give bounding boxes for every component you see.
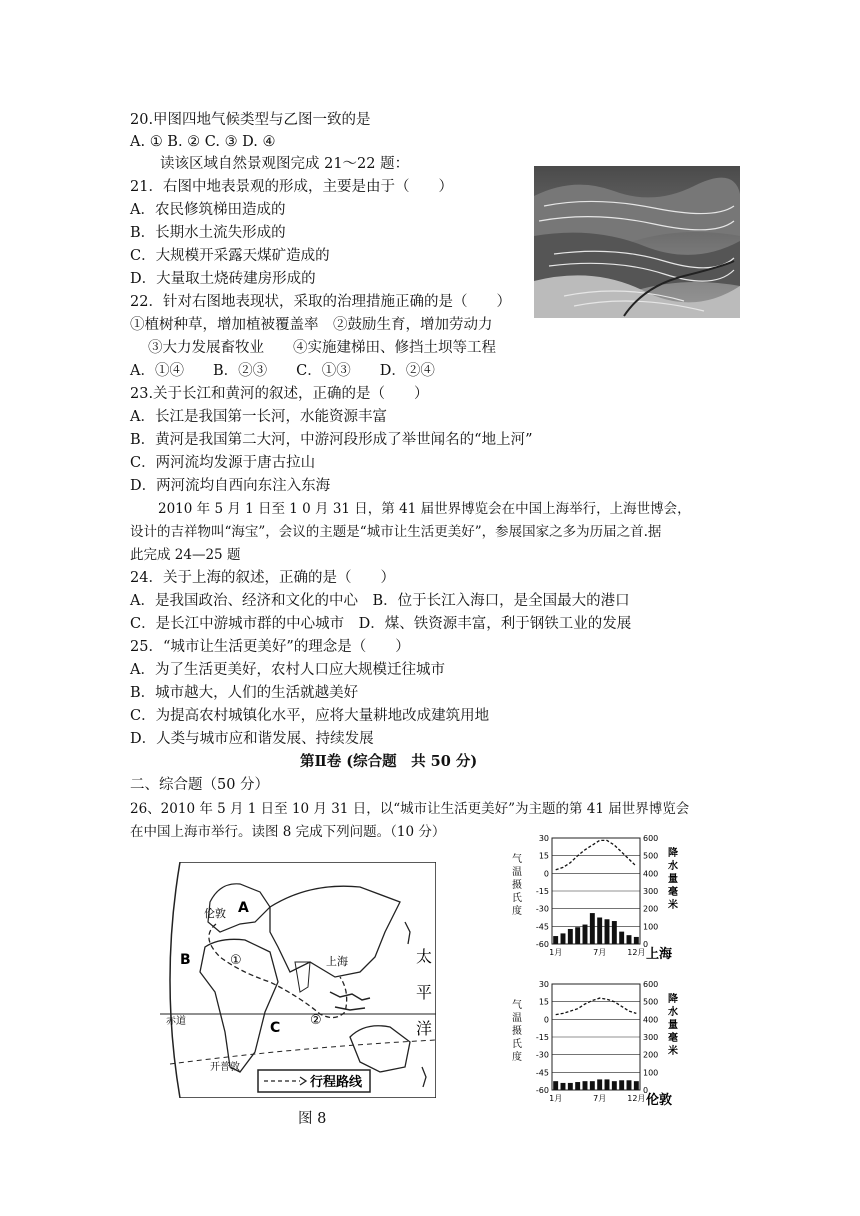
precip-bar — [605, 1079, 610, 1090]
precip-bar — [583, 925, 588, 944]
q23-option-c: C．两河流均发源于唐古拉山 — [130, 455, 316, 471]
intro-24-25-line2: 设计的吉祥物叫“海宝”，会议的主题是“城市让生活更美好”，参展国家之多为历届之首.据 — [130, 524, 662, 540]
q26-line2: 在中国上海市举行。读图 8 完成下列问题。（10 分） — [130, 824, 446, 840]
right-tick-label: 100 — [643, 922, 659, 932]
left-tick-label: 15 — [538, 997, 549, 1007]
left-axis-char: 温 — [512, 1013, 522, 1024]
right-axis-char: 米 — [668, 1046, 678, 1057]
precip-bar — [590, 1081, 595, 1090]
left-tick-label: -15 — [535, 887, 549, 896]
precip-bar — [612, 1081, 617, 1090]
left-axis-char: 摄 — [512, 880, 522, 891]
left-axis-char: 度 — [512, 906, 522, 917]
left-tick-label: 15 — [538, 851, 549, 861]
right-tick-label: 400 — [643, 869, 659, 879]
map-label-a: A — [238, 900, 249, 916]
precip-bar — [597, 1079, 602, 1090]
q25-option-a: A．为了生活更美好，农村人口应大规模迁往城市 — [130, 662, 445, 678]
left-tick-label: -30 — [535, 904, 549, 914]
q25-option-b: B．城市越大，人们的生活就越美好 — [130, 685, 359, 701]
q21-option-c: C．大规模开采露天煤矿造成的 — [130, 248, 330, 264]
right-axis-char: 量 — [668, 874, 678, 885]
left-tick-label: -45 — [535, 1068, 549, 1078]
right-tick-label: 600 — [643, 834, 659, 843]
precip-bar — [612, 921, 617, 944]
right-tick-label: 300 — [643, 1033, 659, 1042]
map-label-london: 伦敦 — [204, 907, 226, 920]
right-tick-label: 400 — [643, 1015, 659, 1025]
precip-bar — [597, 918, 602, 945]
left-axis-char: 度 — [512, 1052, 522, 1063]
landscape-photo — [534, 166, 740, 318]
left-axis-char: 气 — [512, 1000, 522, 1011]
precip-bar — [583, 1081, 588, 1090]
climate-chart-shanghai — [508, 832, 684, 962]
precip-bar — [590, 913, 595, 944]
precip-bar — [619, 932, 624, 944]
section2-subtitle: 二、综合题（50 分） — [130, 777, 270, 793]
left-tick-label: 0 — [543, 869, 549, 879]
q20-options: A. ① B. ② C. ③ D. ④ — [130, 134, 276, 150]
climate-chart-london — [508, 978, 684, 1108]
map-label-pacific-3: 洋 — [416, 1019, 433, 1038]
left-tick-label: -45 — [535, 922, 549, 932]
world-map — [160, 862, 436, 1098]
intro-24-25-line1: 2010 年 5 月 1 日至 1 0 月 31 日，第 41 届世界博览会在中国上海举行，上海世博会， — [158, 501, 691, 517]
map-label-c: C — [270, 1020, 281, 1036]
q20-stem: 20.甲图四地气候类型与乙图一致的是 — [130, 112, 371, 128]
q24-options-ab: A．是我国政治、经济和文化的中心 B．位于长江入海口，是全国最大的港口 — [130, 593, 630, 609]
left-tick-label: 30 — [538, 834, 549, 843]
right-axis-char: 水 — [668, 1007, 678, 1018]
x-tick-label: 12月 — [627, 948, 646, 957]
q21-option-d: D．大量取土烧砖建房形成的 — [130, 271, 316, 287]
x-tick-label: 7月 — [593, 948, 607, 957]
left-axis-char: 氏 — [512, 893, 522, 904]
left-tick-label: -60 — [535, 1086, 549, 1095]
precip-bar — [634, 937, 639, 944]
right-tick-label: 500 — [643, 997, 659, 1007]
left-tick-label: -30 — [535, 1050, 549, 1060]
q24-options-cd: C．是长江中游城市群的中心城市 D．煤、铁资源丰富，利于钢铁工业的发展 — [130, 616, 632, 632]
precip-bar — [568, 1083, 573, 1090]
x-tick-label: 1月 — [549, 1094, 563, 1103]
intro-24-25-line3: 此完成 24—25 题 — [130, 547, 241, 563]
section2-title: 第Ⅱ卷 (综合题 共 50 分) — [300, 753, 478, 770]
left-axis-char: 气 — [512, 854, 522, 865]
right-tick-label: 100 — [643, 1068, 659, 1078]
right-tick-label: 0 — [643, 940, 649, 949]
map-label-route2: ② — [310, 1013, 322, 1028]
map-label-pacific-2: 平 — [416, 983, 433, 1002]
q23-stem: 23.关于长江和黄河的叙述，正确的是（ ） — [130, 386, 429, 402]
q22-options: A．①④ B．②③ C．①③ D．②④ — [130, 363, 435, 379]
right-axis-char: 降 — [668, 994, 678, 1005]
q23-option-b: B．黄河是我国第二大河，中游河段形成了举世闻名的“地上河” — [130, 432, 533, 448]
precip-bar — [575, 1082, 580, 1090]
left-tick-label: -15 — [535, 1033, 549, 1042]
precip-bar — [619, 1080, 624, 1090]
temperature-line — [556, 840, 637, 869]
x-tick-label: 7月 — [593, 1094, 607, 1103]
left-tick-label: 30 — [538, 980, 549, 989]
left-axis-char: 氏 — [512, 1039, 522, 1050]
q26-line1: 26、2010 年 5 月 1 日至 10 月 31 日，以“城市让生活更美好”为主题的第 41 届世界博览会 — [130, 801, 690, 817]
right-tick-label: 600 — [643, 980, 659, 989]
precip-bar — [605, 919, 610, 944]
left-axis-char: 温 — [512, 867, 522, 878]
right-tick-label: 200 — [643, 904, 659, 914]
precip-bar — [627, 1080, 632, 1090]
right-axis-char: 量 — [668, 1020, 678, 1031]
right-axis-char: 毫 — [668, 1033, 678, 1044]
left-axis-char: 摄 — [512, 1026, 522, 1037]
map-legend-label: 行程路线 — [310, 1075, 363, 1090]
q21-stem: 21．右图中地表景观的形成，主要是由于（ ） — [130, 179, 453, 195]
q25-option-d: D．人类与城市应和谐发展、持续发展 — [130, 731, 374, 747]
map-label-equator: 赤道 — [166, 1016, 186, 1027]
right-axis-char: 米 — [668, 900, 678, 911]
map-label-capetown: 开普敦 — [210, 1062, 240, 1073]
x-tick-label: 1月 — [549, 948, 563, 957]
right-tick-label: 300 — [643, 887, 659, 896]
q22-line1: ①植树种草，增加植被覆盖率 ②鼓励生育，增加劳动力 — [130, 317, 493, 333]
q21-option-a: A．农民修筑梯田造成的 — [130, 202, 286, 218]
left-tick-label: 0 — [543, 1015, 549, 1025]
right-axis-char: 降 — [668, 848, 678, 859]
precip-bar — [575, 927, 580, 944]
q23-option-a: A．长江是我国第一长河，水能资源丰富 — [130, 409, 387, 425]
map-label-b: B — [180, 952, 191, 968]
q25-stem: 25．“城市让生活更美好”的理念是（ ） — [130, 639, 410, 655]
temperature-line — [556, 998, 637, 1015]
precip-bar — [553, 936, 558, 944]
map-label-route1: ① — [230, 953, 242, 968]
right-axis-char: 水 — [668, 861, 678, 872]
precip-bar — [627, 935, 632, 944]
x-tick-label: 12月 — [627, 1094, 646, 1103]
q24-stem: 24．关于上海的叙述，正确的是（ ） — [130, 570, 395, 586]
intro-21-22: 读该区域自然景观图完成 21～22 题： — [160, 156, 410, 172]
right-tick-label: 0 — [643, 1086, 649, 1095]
precip-bar — [553, 1081, 558, 1090]
q21-option-b: B．长期水土流失形成的 — [130, 225, 286, 241]
q25-option-c: C．为提高农村城镇化水平，应将大量耕地改成建筑用地 — [130, 708, 490, 724]
precip-bar — [568, 929, 573, 944]
right-axis-char: 毫 — [668, 887, 678, 898]
precip-bar — [634, 1081, 639, 1090]
chart-title: 伦敦 — [646, 1093, 673, 1108]
map-label-pacific-1: 太 — [416, 947, 433, 966]
right-tick-label: 500 — [643, 851, 659, 861]
precip-bar — [561, 933, 566, 944]
left-tick-label: -60 — [535, 940, 549, 949]
q22-line2: ③大力发展畜牧业 ④实施建梯田、修挡土坝等工程 — [148, 340, 496, 356]
q23-option-d: D．两河流均自西向东注入东海 — [130, 478, 331, 494]
map-label-shanghai: 上海 — [326, 955, 348, 968]
figure-caption: 图 8 — [298, 1111, 327, 1127]
precip-bar — [561, 1083, 566, 1090]
chart-title: 上海 — [646, 947, 673, 962]
right-tick-label: 200 — [643, 1050, 659, 1060]
q22-stem: 22．针对右图地表现状，采取的治理措施正确的是（ ） — [130, 294, 511, 310]
